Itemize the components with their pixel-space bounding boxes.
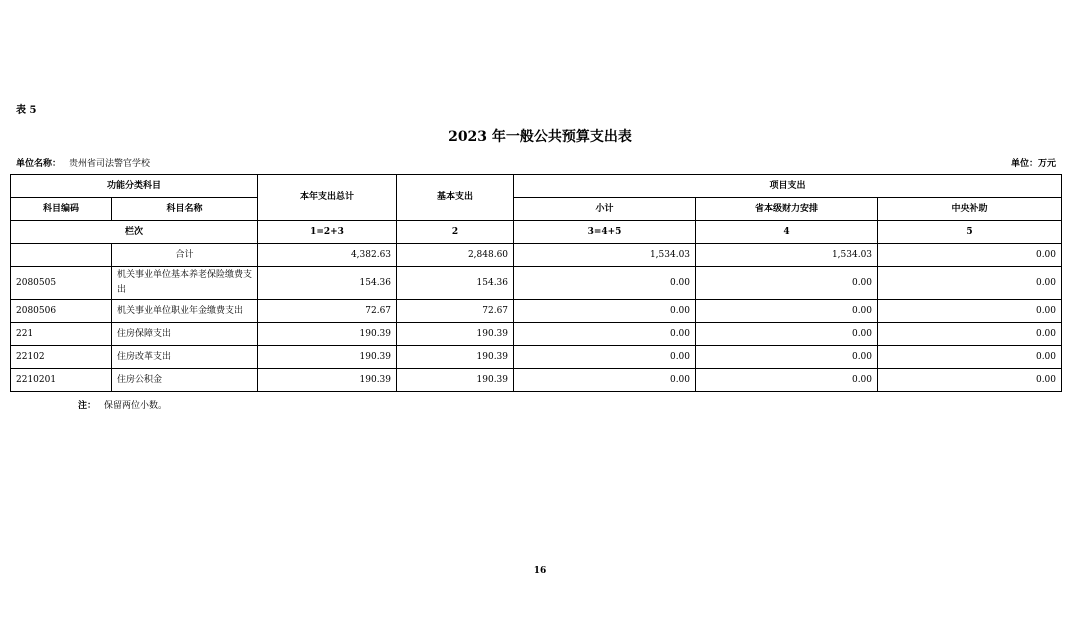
row-name: 住房改革支出	[112, 346, 258, 369]
code-header: 科目编码	[11, 198, 112, 221]
row-total: 190.39	[258, 369, 397, 392]
row-name: 机关事业单位职业年金缴费支出	[112, 300, 258, 323]
row-name: 住房保障支出	[112, 323, 258, 346]
row-basic: 72.67	[397, 300, 514, 323]
footnote	[78, 398, 167, 411]
row-provincial: 0.00	[696, 323, 878, 346]
sum-empty-cell	[11, 244, 112, 267]
sum-provincial: 1,534.03	[696, 244, 878, 267]
row-central: 0.00	[878, 323, 1062, 346]
table-row	[11, 323, 1062, 346]
index-basic: 2	[397, 221, 514, 244]
row-basic: 154.36	[397, 267, 514, 300]
row-total: 190.39	[258, 346, 397, 369]
row-subtotal: 0.00	[514, 369, 696, 392]
unit-info	[16, 156, 150, 169]
provincial-header: 省本级财力安排	[696, 198, 878, 221]
row-name: 住房公积金	[112, 369, 258, 392]
sum-subtotal: 1,534.03	[514, 244, 696, 267]
row-basic: 190.39	[397, 346, 514, 369]
row-code: 2080505	[11, 267, 112, 300]
project-group-header: 项目支出	[514, 175, 1062, 198]
row-provincial: 0.00	[696, 346, 878, 369]
table-row	[11, 369, 1062, 392]
currency-unit: 单位：万元	[1010, 159, 1056, 169]
row-subtotal: 0.00	[514, 300, 696, 323]
name-header: 科目名称	[112, 198, 258, 221]
unit-label: 单位名称：	[16, 159, 62, 169]
note-text: 保留两位小数。	[104, 401, 168, 411]
central-header: 中央补助	[878, 198, 1062, 221]
row-provincial: 0.00	[696, 267, 878, 300]
index-central: 5	[878, 221, 1062, 244]
table-number: 表 5	[16, 105, 37, 116]
header-row-2	[11, 198, 1062, 221]
row-subtotal: 0.00	[514, 323, 696, 346]
index-total: 1=2+3	[258, 221, 397, 244]
index-subtotal: 3=4+5	[514, 221, 696, 244]
row-basic: 190.39	[397, 369, 514, 392]
row-central: 0.00	[878, 267, 1062, 300]
row-name: 机关事业单位基本养老保险缴费支出	[112, 267, 258, 300]
unit-name: 贵州省司法警官学校	[69, 159, 151, 169]
total-header: 本年支出总计	[258, 175, 397, 221]
row-central: 0.00	[878, 300, 1062, 323]
header-row-1	[11, 175, 1062, 198]
row-total: 190.39	[258, 323, 397, 346]
expenditure-table	[10, 174, 1062, 392]
subtotal-header: 小计	[514, 198, 696, 221]
row-total: 72.67	[258, 300, 397, 323]
sum-label: 合计	[112, 244, 258, 267]
sum-total: 4,382.63	[258, 244, 397, 267]
page-number: 16	[533, 566, 547, 576]
row-subtotal: 0.00	[514, 267, 696, 300]
row-total: 154.36	[258, 267, 397, 300]
index-row	[11, 221, 1062, 244]
row-subtotal: 0.00	[514, 346, 696, 369]
row-basic: 190.39	[397, 323, 514, 346]
sum-row	[11, 244, 1062, 267]
table-row	[11, 346, 1062, 369]
sum-central: 0.00	[878, 244, 1062, 267]
note-label: 注：	[78, 401, 97, 411]
row-code: 22102	[11, 346, 112, 369]
row-code: 2210201	[11, 369, 112, 392]
sum-basic: 2,848.60	[397, 244, 514, 267]
index-provincial: 4	[696, 221, 878, 244]
page-title: 2023 年一般公共预算支出表	[448, 129, 632, 145]
index-label: 栏次	[11, 221, 258, 244]
row-provincial: 0.00	[696, 300, 878, 323]
row-code: 221	[11, 323, 112, 346]
table-row	[11, 267, 1062, 300]
row-provincial: 0.00	[696, 369, 878, 392]
row-code: 2080506	[11, 300, 112, 323]
row-central: 0.00	[878, 346, 1062, 369]
row-central: 0.00	[878, 369, 1062, 392]
table-row	[11, 300, 1062, 323]
basic-header: 基本支出	[397, 175, 514, 221]
func-group-header: 功能分类科目	[11, 175, 258, 198]
